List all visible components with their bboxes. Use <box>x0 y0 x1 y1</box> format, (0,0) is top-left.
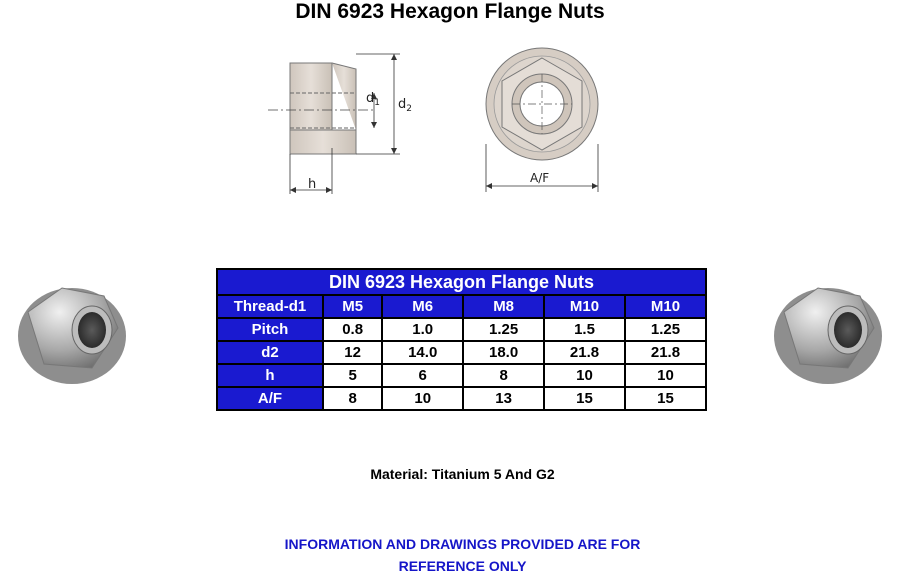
table-cell: 21.8 <box>625 341 706 364</box>
page-title: DIN 6923 Hexagon Flange Nuts <box>295 0 605 23</box>
d1-label-letter: d <box>366 91 375 106</box>
table-cell: 15 <box>625 387 706 410</box>
table-cell: 18.0 <box>463 341 544 364</box>
left-nut-photo <box>14 278 128 388</box>
table-cell: 8 <box>323 387 382 410</box>
disclaimer-line: INFORMATION AND DRAWINGS PROVIDED ARE FOR <box>284 536 641 552</box>
right-nut-photo <box>770 278 886 388</box>
material-text: Material: Titanium 5 And G2 <box>370 466 555 482</box>
row-label: d2 <box>217 341 323 364</box>
table-cell: 21.8 <box>544 341 625 364</box>
table-title-row <box>217 269 706 295</box>
column-header: M6 <box>382 295 463 318</box>
column-header: M5 <box>323 295 382 318</box>
disclaimer-line: REFERENCE ONLY <box>398 558 527 574</box>
table-cell: 1.25 <box>463 318 544 341</box>
h-label: h <box>308 177 317 192</box>
spec-table <box>216 268 707 411</box>
d2-label-sub: 2 <box>406 104 412 114</box>
table-cell: 6 <box>382 364 463 387</box>
table-cell: 13 <box>463 387 544 410</box>
table-header-row <box>217 295 706 318</box>
table-row <box>217 318 706 341</box>
table-cell: 14.0 <box>382 341 463 364</box>
top-view-drawing <box>482 44 606 194</box>
row-label: A/F <box>217 387 323 410</box>
column-header: M8 <box>463 295 544 318</box>
d1-label-sub: 1 <box>374 98 380 108</box>
column-header: M10 <box>625 295 706 318</box>
table-row <box>217 364 706 387</box>
thread-label: Thread-d1 <box>217 295 323 318</box>
table-cell: 10 <box>544 364 625 387</box>
row-label: Pitch <box>217 318 323 341</box>
side-view-drawing <box>262 44 432 196</box>
table-cell: 0.8 <box>323 318 382 341</box>
d2-label-letter: d <box>398 97 407 112</box>
disclaimer <box>250 533 675 577</box>
table-cell: 5 <box>323 364 382 387</box>
table-title: DIN 6923 Hexagon Flange Nuts <box>217 269 706 295</box>
row-label: h <box>217 364 323 387</box>
table-cell: 10 <box>382 387 463 410</box>
table-cell: 8 <box>463 364 544 387</box>
table-row <box>217 341 706 364</box>
table-cell: 12 <box>323 341 382 364</box>
table-cell: 1.25 <box>625 318 706 341</box>
d2-label <box>398 97 412 114</box>
table-cell: 1.0 <box>382 318 463 341</box>
column-header: M10 <box>544 295 625 318</box>
d1-label <box>366 91 380 108</box>
table-cell: 15 <box>544 387 625 410</box>
table-row <box>217 387 706 410</box>
af-label: A/F <box>530 171 550 185</box>
table-cell: 1.5 <box>544 318 625 341</box>
table-cell: 10 <box>625 364 706 387</box>
